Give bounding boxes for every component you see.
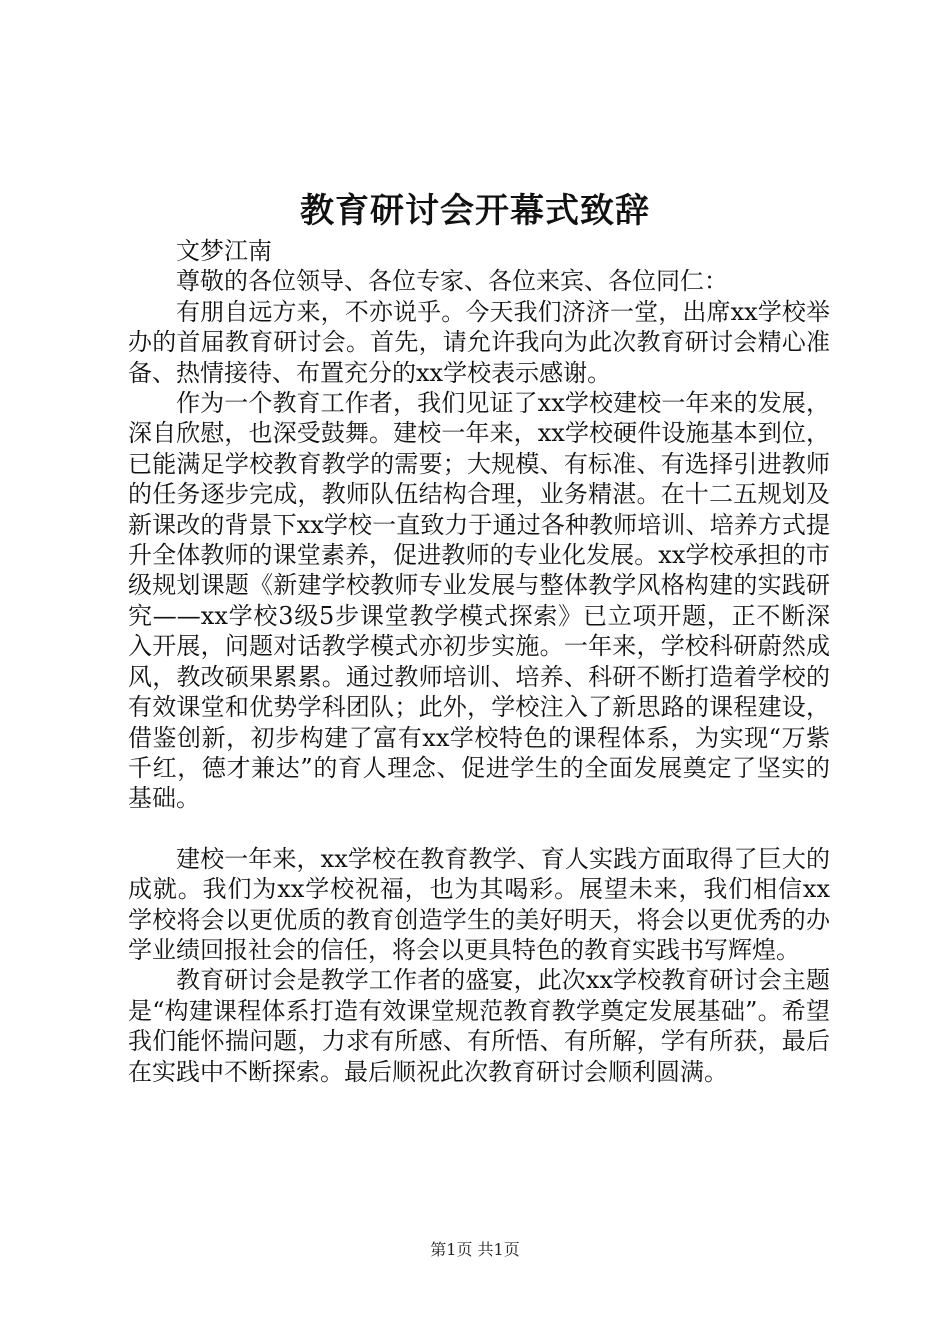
paragraph-1: 有朋自远方来，不亦说乎。今天我们济济一堂，出席xx学校举办的首届教育研讨会。首先，请允许我向为此次教育研讨会精心准备、热情接待、布置充分的xx学校表示感谢。 <box>128 297 830 387</box>
paragraph-3: 建校一年来，xx学校在教育教学、育人实践方面取得了巨大的成就。我们为xx学校祝福，也为其喝彩。展望未来，我们相信xx学校将会以更优质的教育创造学生的美好明天，将会以更优秀的办学业绩回报社会的信任，将会以更具特色的教育实践书写辉煌。 <box>128 844 830 964</box>
page-footer: 第1页 共1页 <box>430 1240 520 1259</box>
author-line: 文梦江南 <box>176 237 272 265</box>
paragraph-2: 作为一个教育工作者，我们见证了xx学校建校一年来的发展，深自欣慰，也深受鼓舞。建校一年来，xx学校硬件设施基本到位，已能满足学校教育教学的需要；大规模、有标准、有选择引进教师的任务逐步完成，教师队伍结构合理，业务精湛。在十二五规划及新课改的背景下xx学校一直致力于通过各种教师培训、培养方式提升全体教师的课堂素养，促进教师的专业化发展。xx学校承担的市级规划课题《新建学校教师专业发展与整体教学风格构建的实践研究——xx学校3级5步课堂教学模式探索》已立项开题，正不断深入开展，问题对话教学模式亦初步实施。一年来，学校科研蔚然成风，教改硕果累累。通过教师培训、培养、科研不断打造着学校的有效课堂和优势学科团队；此外，学校注入了新思路的课程建设，借鉴创新，初步构建了富有xx学校特色的课程体系，为实现“万紫千红，德才兼达”的育人理念、促进学生的全面发展奠定了坚实的基础。 <box>128 389 830 813</box>
document-body <box>128 236 830 1087</box>
document-title: 教育研讨会开幕式致辞 <box>300 191 650 231</box>
paragraph-spacer <box>128 814 830 844</box>
salutation: 尊敬的各位领导、各位专家、各位来宾、各位同仁： <box>176 267 728 296</box>
paragraph-4: 教育研讨会是教学工作者的盛宴，此次xx学校教育研讨会主题是“构建课程体系打造有效课堂规范教育教学奠定发展基础”。希望我们能怀揣问题，力求有所感、有所悟、有所解，学有所获，最后在实践中不断探索。最后顺祝此次教育研讨会顺利圆满。 <box>128 966 830 1086</box>
